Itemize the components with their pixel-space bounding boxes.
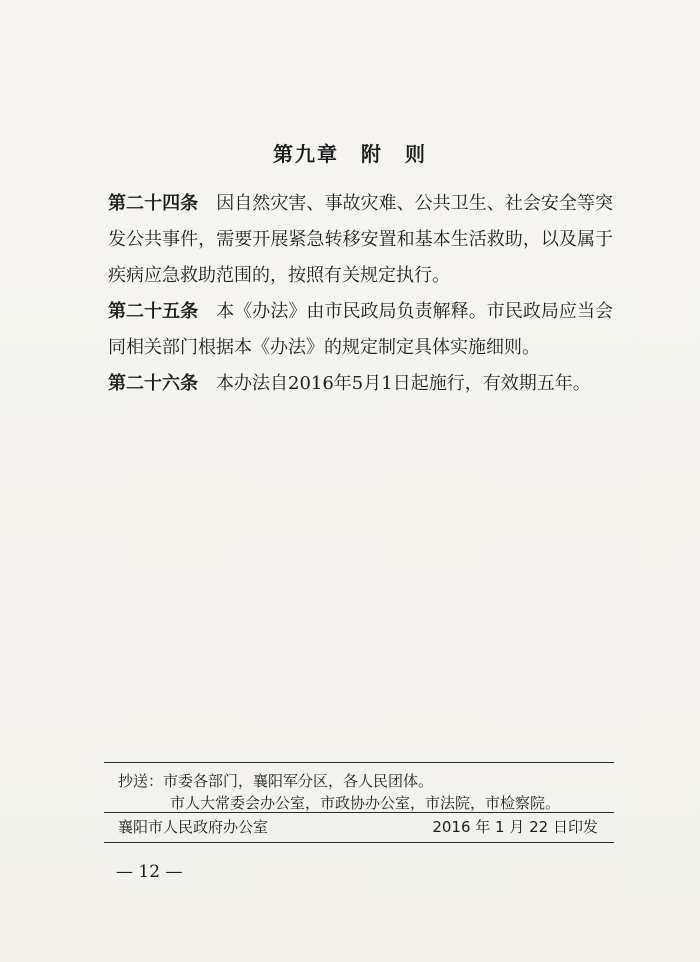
- cc-recipients-1: 市委各部门，襄阳军分区，各人民团体。: [163, 772, 434, 790]
- divider-bottom: [104, 842, 614, 843]
- article-number: 第二十六条: [108, 373, 198, 394]
- article-text: 本《办法》由市民政局负责解释。市民政局应当会同相关部门根据本《办法》的规定制定具体实施细则。: [108, 301, 613, 358]
- issuance-row: [118, 816, 598, 837]
- cc-label: 抄送：: [118, 772, 164, 790]
- cc-line-1: [118, 770, 618, 792]
- chapter-title: 第九章 附 则: [273, 142, 427, 166]
- divider-middle: [104, 812, 614, 813]
- article-number: 第二十五条: [108, 301, 199, 322]
- issue-date: 2016 年 1 月 22 日印发: [432, 818, 598, 836]
- article-number: 第二十四条: [108, 193, 199, 214]
- cc-block: [118, 770, 618, 814]
- cc-recipients-2: 市人大常委会办公室，市政协办公室，市法院，市检察院。: [170, 794, 561, 812]
- divider-top: [104, 762, 614, 763]
- article-24: [108, 186, 613, 294]
- article-text: 因自然灾害、事故灾难、公共卫生、社会安全等突发公共事件，需要开展紧急转移安置和基本生活救助，以及属于疾病应急救助范围的，按照有关规定执行。: [108, 193, 613, 286]
- issuer: 襄阳市人民政府办公室: [118, 818, 269, 836]
- page-number: — 12 —: [116, 862, 183, 882]
- article-26: [108, 366, 613, 402]
- article-25: [108, 294, 613, 366]
- article-text: 本办法自2016年5月1日起施行，有效期五年。: [198, 373, 591, 394]
